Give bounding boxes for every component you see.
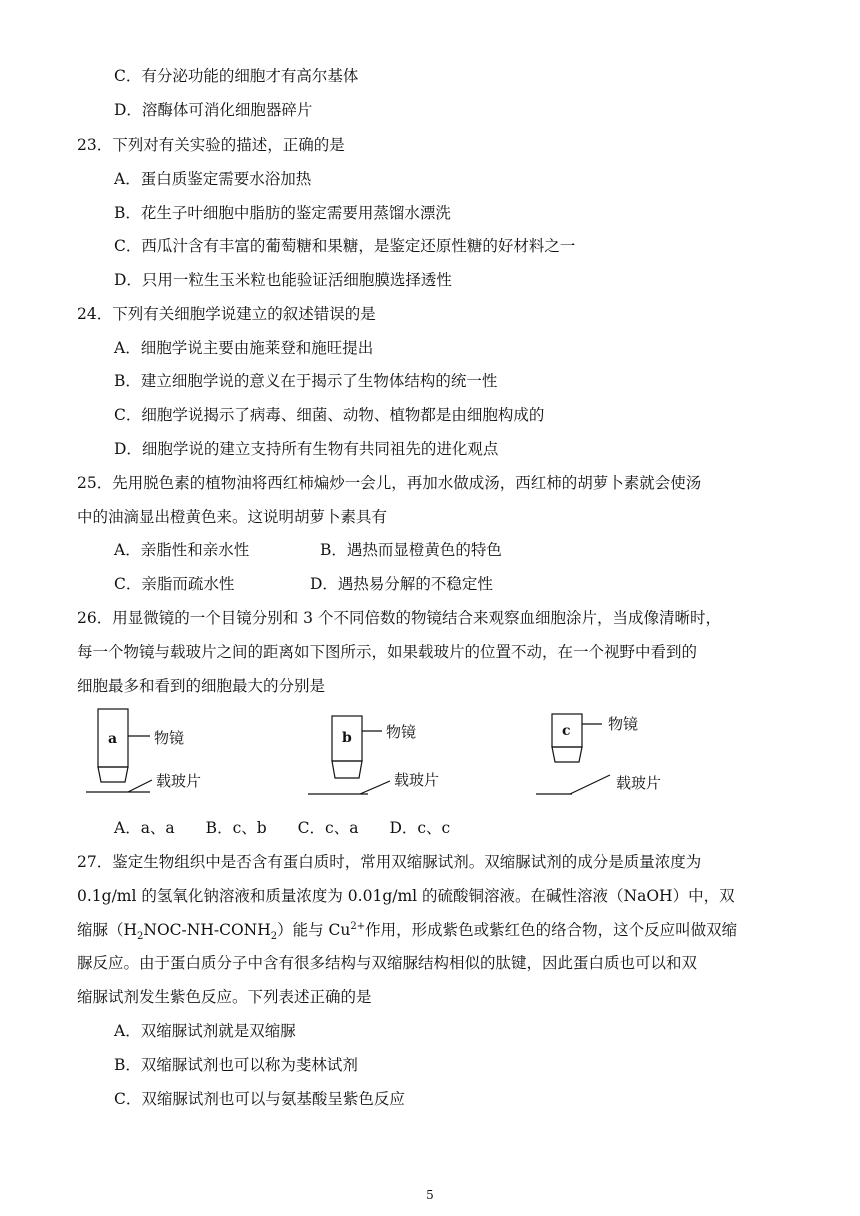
q27-stem-line4: 脲反应。由于蛋白质分子中含有很多结构与双缩脲结构相似的肽键，因此蛋白质也可以和双 [77, 954, 698, 972]
objective-a-letter: a [108, 731, 118, 747]
objective-b-shape [308, 716, 390, 794]
q22-option-d: D．溶酶体可消化细胞器碎片 [114, 101, 313, 119]
q25-stem-line1: 25．先用脱色素的植物油将西红柿煸炒一会儿，再加水做成汤，西红柿的胡萝卜素就会使汤 [77, 474, 702, 492]
q24-option-b: B．建立细胞学说的意义在于揭示了生物体结构的统一性 [114, 372, 498, 390]
objective-b-slide-label: 载玻片 [394, 771, 440, 789]
q25-option-d: D．遇热易分解的不稳定性 [310, 575, 493, 593]
q26-stem-line3: 细胞最多和看到的细胞最大的分别是 [77, 677, 326, 695]
q23-option-b: B．花生子叶细胞中脂肪的鉴定需要用蒸馏水漂洗 [114, 204, 451, 222]
objective-b-lens-label: 物镜 [386, 723, 417, 741]
q23-option-d: D．只用一粒生玉米粒也能验证活细胞膜选择透性 [114, 271, 452, 289]
objective-a-lens-label: 物镜 [154, 729, 185, 747]
objective-a-slide-label: 载玻片 [156, 772, 202, 790]
objective-b-letter: b [342, 730, 352, 746]
q25-option-b: B．遇热而显橙黄色的特色 [320, 541, 502, 559]
q25-stem-line2: 中的油滴显出橙黄色来。这说明胡萝卜素具有 [77, 508, 388, 526]
q26-stem-line2: 每一个物镜与载玻片之间的距离如下图所示，如果载玻片的位置不动，在一个视野中看到的 [77, 643, 698, 661]
q26-options: A．a、a B．c、b C．c、a D．c、c [114, 819, 451, 837]
q23-option-c: C．西瓜汁含有丰富的葡萄糖和果糖，是鉴定还原性糖的好材料之一 [114, 237, 576, 255]
page-number: 5 [426, 1188, 434, 1202]
objective-a-shape [86, 709, 152, 792]
objective-c-slide-label: 载玻片 [616, 774, 662, 792]
q27-stem-line2: 0.1g/ml 的氢氧化钠溶液和质量浓度为 0.01g/ml 的硫酸铜溶液。在碱性溶液（NaOH）中，双 [77, 887, 735, 905]
q25-option-c: C．亲脂而疏水性 [114, 575, 235, 593]
q23-stem: 23．下列对有关实验的描述，正确的是 [77, 136, 345, 154]
q24-option-d: D．细胞学说的建立支持所有生物有共同祖先的进化观点 [114, 440, 499, 458]
q24-option-c: C．细胞学说揭示了病毒、细菌、动物、植物都是由细胞构成的 [114, 406, 545, 424]
q24-option-a: A．细胞学说主要由施莱登和施旺提出 [114, 339, 374, 357]
objective-c-letter: c [562, 723, 571, 739]
q27-stem-line5: 缩脲试剂发生紫色反应。下列表述正确的是 [77, 988, 372, 1006]
objective-c-shape [536, 714, 610, 794]
q23-option-a: A．蛋白质鉴定需要水浴加热 [114, 170, 312, 188]
q27-option-c: C．双缩脲试剂也可以与氨基酸呈紫色反应 [114, 1090, 405, 1108]
q24-stem: 24．下列有关细胞学说建立的叙述错误的是 [77, 305, 376, 323]
q26-stem-line1: 26．用显微镜的一个目镜分别和 3 个不同倍数的物镜结合来观察血细胞涂片，当成像清晰时， [77, 609, 721, 627]
q27-stem-line1: 27．鉴定生物组织中是否含有蛋白质时，常用双缩脲试剂。双缩脲试剂的成分是质量浓度为 [77, 853, 702, 871]
q27-option-b: B．双缩脲试剂也可以称为斐林试剂 [114, 1056, 358, 1074]
q27-stem-line3: 缩脲$(H_2NOC-NH-CONH_2)$能与 $Cu^{2+}$作用，形成紫色或紫红色的络合物，这个反应叫做双缩 [77, 920, 738, 943]
q22-option-c: C．有分泌功能的细胞才有高尔基体 [114, 67, 359, 85]
objective-c-lens-label: 物镜 [608, 715, 639, 733]
q25-option-a: A．亲脂性和亲水性 [114, 541, 250, 559]
q27-option-a: A．双缩脲试剂就是双缩脲 [114, 1022, 296, 1040]
microscope-objectives-diagram [80, 706, 700, 806]
